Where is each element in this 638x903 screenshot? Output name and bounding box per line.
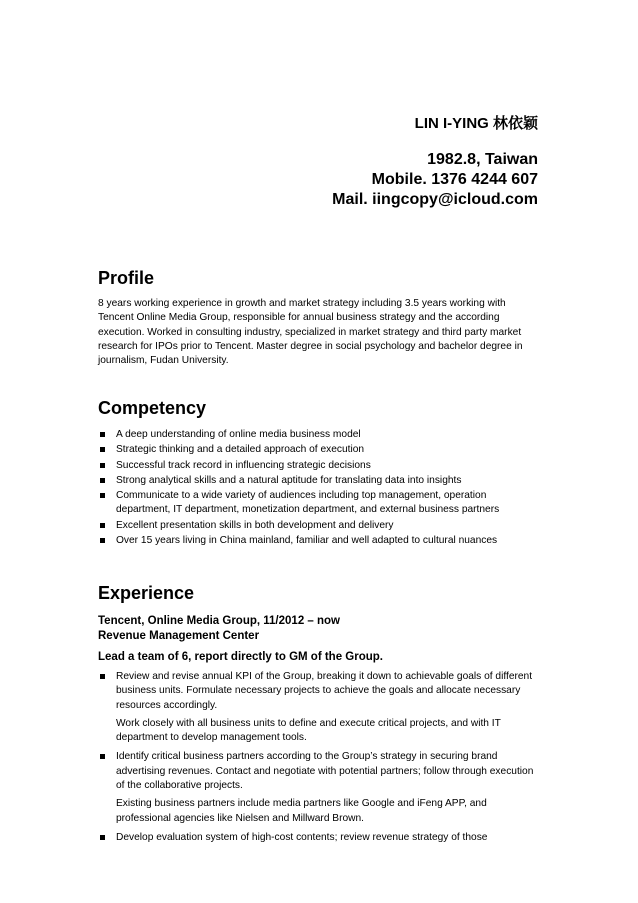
birth-date-place: 1982.8, Taiwan <box>427 151 538 168</box>
list-item <box>98 750 538 825</box>
list-item <box>98 443 538 457</box>
bullet-icon <box>100 523 105 528</box>
team-lead-summary: Lead a team of 6, report directly to GM of the Group. <box>98 651 383 663</box>
bullet-icon <box>100 463 105 468</box>
competency-section <box>98 397 538 548</box>
competency-text: A deep understanding of online media business model <box>116 429 361 440</box>
bullet-icon <box>100 835 105 840</box>
bullet-icon <box>100 447 105 452</box>
competency-text: Excellent presentation skills in both development and delivery <box>116 519 394 531</box>
experience-heading: Experience <box>98 583 195 603</box>
list-item <box>98 474 538 488</box>
profile-section <box>98 267 538 368</box>
bullet-icon <box>100 754 105 759</box>
list-item <box>98 489 538 518</box>
bullet-icon <box>100 478 105 483</box>
profile-heading: Profile <box>98 268 155 288</box>
bullet-icon <box>100 538 105 543</box>
mobile-number: Mobile. 1376 4244 607 <box>371 171 538 188</box>
list-item <box>98 519 538 533</box>
competency-text: Strategic thinking and a detailed approach of execution <box>116 444 365 456</box>
email-address: Mail. iingcopy@icloud.com <box>332 191 538 208</box>
company-line: Tencent, Online Media Group, 11/2012 – now <box>98 615 340 627</box>
list-item <box>98 831 538 845</box>
experience-subtext: Work closely with all business units to define and execute critical projects, and with IT department to develop management tools. <box>116 717 501 744</box>
bullet-icon <box>100 674 105 679</box>
experience-text: Identify critical business partners according to the Group’s strategy in securing brand advertising revenues. Contact and negotiate with potential partners; follow through execution of the collaborative projects. <box>116 751 534 792</box>
competency-text: Strong analytical skills and a natural aptitude for translating data into insights <box>116 474 462 486</box>
competency-heading: Competency <box>98 398 207 418</box>
bullet-icon <box>100 493 105 498</box>
experience-section <box>98 582 538 845</box>
list-item <box>98 428 538 442</box>
bullet-icon <box>100 432 105 437</box>
experience-subtext: Existing business partners include media partners like Google and iFeng APP, and professional agencies like Nielsen and Millward Brown. <box>116 798 487 824</box>
experience-text: Develop evaluation system of high-cost contents; review revenue strategy of those <box>116 831 488 843</box>
competency-text: Successful track record in influencing strategic decisions <box>116 459 371 471</box>
profile-text: 8 years working experience in growth and market strategy including 3.5 years working with Tencent Online Media Group, responsible for annual business strategy and the according execution. Worked in consulting industry, specialized in market strategy and third party market research for IPOs prior to Tencent. Master degree in social psychology and bachelor degree in journalism, Fudan University. <box>98 298 523 367</box>
list-item <box>98 459 538 473</box>
list-item <box>98 534 538 548</box>
competency-text: Communicate to a wide variety of audiences including top management, operation department, IT department, monetization department, and external business partners <box>116 490 500 516</box>
competency-text: Over 15 years living in China mainland, familiar and well adapted to cultural nuances <box>116 535 498 547</box>
contact-header <box>332 114 538 210</box>
experience-text: Review and revise annual KPI of the Group, breaking it down to achievable goals of different business units. Formulate necessary projects to achieve the goals and allocate necessary resources accordingly. <box>116 671 533 711</box>
candidate-name: LIN I-YING 林依颖 <box>414 115 538 132</box>
experience-list <box>98 670 538 845</box>
competency-list <box>98 428 538 548</box>
list-item <box>98 670 538 745</box>
department-name: Revenue Management Center <box>98 630 260 642</box>
